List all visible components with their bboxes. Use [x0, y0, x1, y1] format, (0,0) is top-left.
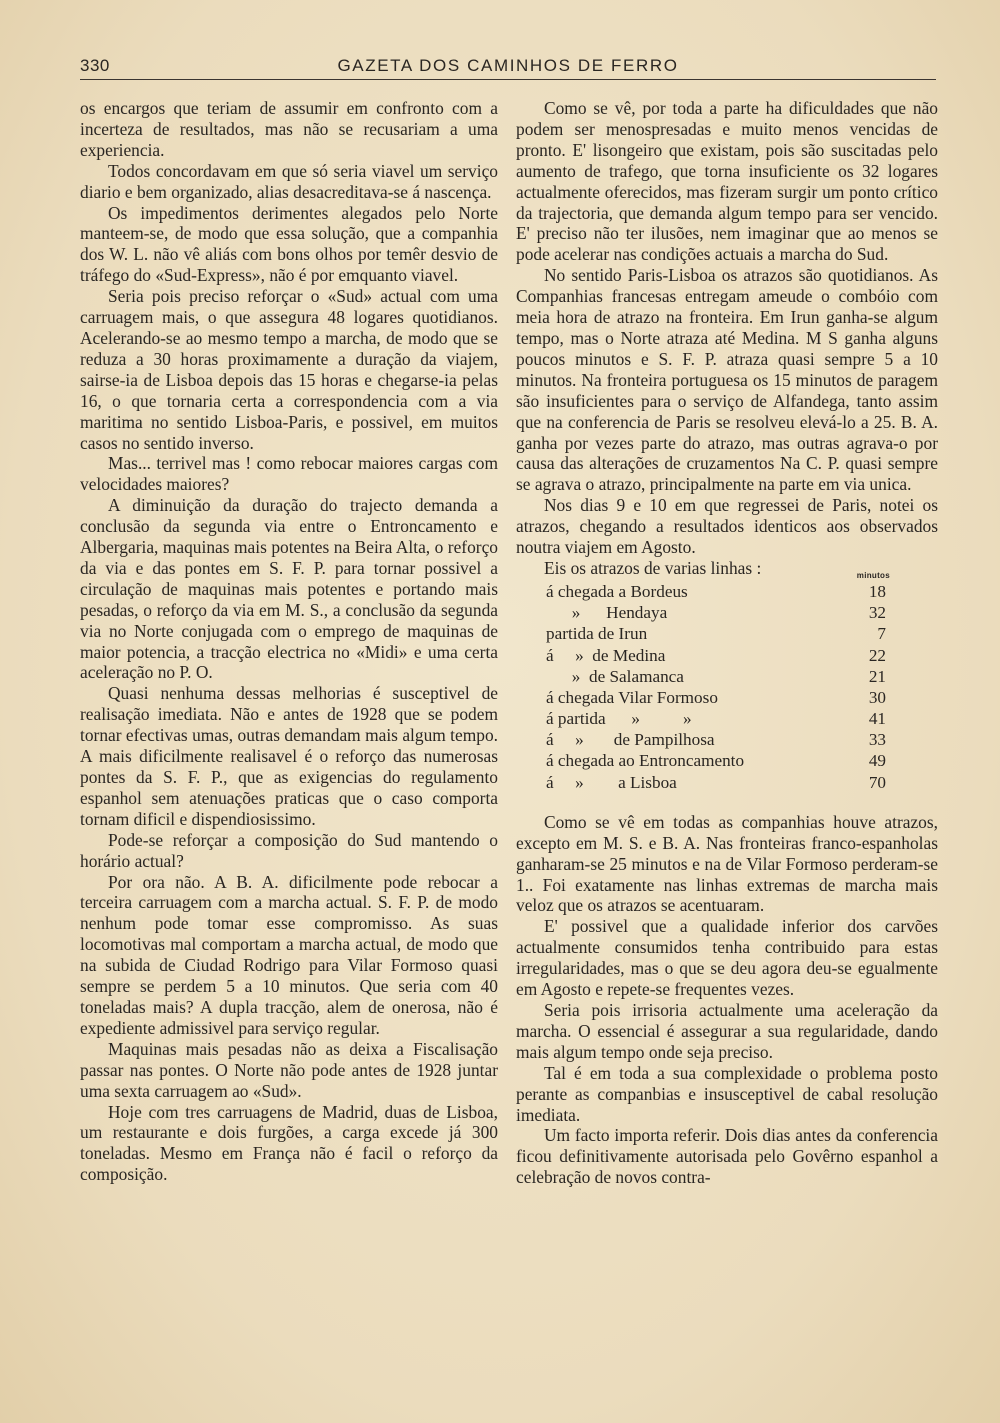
delay-minutes: 22	[868, 645, 886, 665]
header-rule	[80, 79, 936, 80]
paragraph: E' possivel que a qualidade inferior dos carvões actualmente consumidos tenha contribuido para estas irregularidades, mas o que se deu agora deu-se egualmente em Agosto e repete-se frequentes vezes.	[516, 916, 938, 1000]
table-row	[546, 773, 886, 794]
delay-place: partida de Irun	[546, 624, 648, 644]
paragraph: Hoje com tres carruagens de Madrid, duas de Lisboa, um restaurante e dois furgões, a carga excede já 300 toneladas. Mesmo em França não é facil o reforço da composição.	[80, 1101, 498, 1185]
running-title: GAZETA DOS CAMINHOS DE FERRO	[337, 56, 679, 75]
paragraph: Quasi nenhuma dessas melhorias é susceptivel de realisação imediata. Não e antes de 1928 que se podem tornar efectivas umas, outras demandam mais algum tempo. A mais dificilmente realisavel é o reforço das numerosas pontes da S. F. P., que as exigencias do regulamento espanhol sem atenuações praticas que o caso comporta tornam dificil e dispendiosissimo.	[80, 683, 498, 829]
delays-section	[516, 558, 938, 794]
paragraph: Um facto importa referir. Dois dias antes da conferencia ficou definitivamente autorisada pelo Govêrno espanhol a celebração de novos contra-	[516, 1125, 938, 1188]
delay-place: á » de Medina	[546, 645, 666, 665]
delay-place: » de Salamanca	[546, 666, 684, 686]
paragraph: Maquinas mais pesadas não as deixa a Fiscalisação passar nas pontes. O Norte não pode antes de 1928 juntar uma sexta carruagem ao «Sud».	[80, 1038, 498, 1101]
paragraph: Nos dias 9 e 10 em que regressei de Paris, notei os atrazos, chegando a resultados identicos aos observados noutra viajem em Agosto.	[516, 495, 938, 558]
delay-place: á chegada a Bordeus	[546, 581, 688, 601]
paragraph: Seria pois preciso reforçar o «Sud» actual com uma carruagem mais, o que assegura 48 logares quotidianos. Acelerando-se ao mesmo tempo a marcha, de modo que se reduza a 30 horas proximamente a duração da viajem, sairse-ia de Lisboa depois das 15 horas e chegarse-ia pelas 16, o que tornaria certa a correspondencia com a via maritima no sentido Lisboa-Paris, e possivel, em muitos casos no sentido inverso.	[80, 286, 498, 453]
delay-place: á » de Pampilhosa	[546, 730, 715, 750]
table-row	[546, 709, 886, 730]
delay-minutes: 32	[868, 603, 886, 623]
paragraph: Por ora não. A B. A. dificilmente pode rebocar a terceira carruagem com a marcha actual. S. F. P. de modo nenhum pode tomar esse compromisso. As suas locomotivas mal comportam a marcha actual, de modo que na subida de Ciudad Rodrigo para Vilar Formoso quasi sempre se perdem 5 a 10 minutos. Que seria com 40 toneladas mais? A dupla tracção, alem de onerosa, não é expediente admissivel para serviço regular.	[80, 871, 498, 1038]
paragraph: os encargos que teriam de assumir em confronto com a incerteza de resultados, mas não se recusariam a uma experiencia.	[80, 98, 498, 160]
delay-minutes: 41	[868, 709, 886, 729]
paragraph: Todos concordavam em que só seria viavel um serviço diario e bem organizado, alias desacreditava-se á nascença.	[80, 160, 498, 202]
table-row	[546, 730, 886, 751]
table-row	[546, 646, 886, 667]
paragraph: A diminuição da duração do trajecto demanda a conclusão da segunda via entre o Entroncamento e Albergaria, maquinas mais potentes na Beira Alta, o reforço da via e das pontes em S. F. P. para tornar possivel a circulação de maquinas mais potentes e portando mais pesadas, o reforço da via em M. S., a conclusão da segunda via no Norte conjugada com o emprego de maquinas de maior potencia, a tracção electrica no «Midi» e uma certa aceleração no P. O.	[80, 495, 498, 683]
delays-heading	[516, 558, 938, 580]
table-row	[546, 603, 886, 624]
delay-minutes: 21	[868, 666, 886, 686]
delay-place: á chegada ao Entroncamento	[546, 751, 745, 771]
paragraph: Pode-se reforçar a composição do Sud mantendo o horário actual?	[80, 829, 498, 871]
page-number: 330	[80, 56, 110, 75]
left-column	[80, 98, 498, 1185]
delay-minutes: 18	[868, 581, 886, 601]
paragraph: Como se vê, por toda a parte ha dificuldades que não podem ser menospresadas e muito menos vencidas de pronto. E' lisongeiro que existam, pois são suscitadas pelo aumento de trafego, que torna insuficiente os 32 logares actualmente oferecidos, mas fizeram surgir um ponto crítico da trajectoria, que demanda algum tempo para ser vencido. E' preciso não ter ilusões, nem imaginar que ao menos se pode acelerar nas condições actuais a marcha do Sud.	[516, 98, 938, 265]
delay-minutes: 33	[868, 730, 886, 750]
paragraph: Seria pois irrisoria actualmente uma aceleração da marcha. O essencial é assegurar a sua regularidade, dando mais algum tempo onde seja preciso.	[516, 999, 938, 1062]
paragraph: Tal é em toda a sua complexidade o problema posto perante as companbias e insusceptivel de cabal resolução imediata.	[516, 1062, 938, 1125]
delay-minutes: 7	[877, 624, 886, 644]
table-row	[546, 751, 886, 772]
delay-minutes: 30	[868, 687, 886, 707]
delay-place: á partida » »	[546, 709, 692, 729]
paragraph: Os impedimentos derimentes alegados pelo Norte manteem-se, de modo que essa solução, que a companhia dos W. L. não vê aliás com bons olhos por temêr desvio de tráfego do «Sud-Express», não é por emquanto viavel.	[80, 202, 498, 286]
paragraph: Como se vê em todas as companhias houve atrazos, excepto em M. S. e B. A. Nas fronteiras franco-espanholas ganharam-se 25 minutos e na de Vilar Formoso perderam-se 1.. Foi exatamente nas linhas extremas de marcha mais veloz que os atrazos se acentuaram.	[516, 811, 938, 916]
paragraph: No sentido Paris-Lisboa os atrazos são quotidianos. As Companhias francesas entregam ameude o combóio com meia hora de atrazo na fronteira. Em Irun ganha-se algum tempo, mas o Norte atraza até Medina. M S ganha alguns poucos minutos e S. F. P. atraza quasi sempre 5 a 10 minutos. Na fronteira portuguesa os 15 minutos de paragem são insuficientes para o serviço de Alfandega, tanto assim que na conferencia de Paris se resolveu elevá-lo a 25. B. A. ganha por vezes parte do atrazo, mas outras agrava-o por causa das alterações de cruzamentos Na C. P. quasi sempre se agrava o atrazo, principalmente na parte em via unica.	[516, 265, 938, 495]
delay-place: á chegada Vilar Formoso	[546, 687, 718, 707]
delays-table	[546, 582, 886, 794]
delays-unit: minutos	[856, 570, 890, 580]
delay-minutes: 70	[868, 772, 886, 792]
table-row	[546, 688, 886, 709]
table-row	[546, 582, 886, 603]
table-row	[546, 624, 886, 645]
delay-place: » Hendaya	[546, 603, 668, 623]
delay-place: á » a Lisboa	[546, 772, 677, 792]
paragraph: Mas... terrivel mas ! como rebocar maiores cargas com velocidades maiores?	[80, 453, 498, 495]
delays-lead: Eis os atrazos de varias linhas :	[544, 557, 762, 578]
table-row	[546, 667, 886, 688]
delay-minutes: 49	[868, 751, 886, 771]
right-column	[516, 98, 938, 1188]
